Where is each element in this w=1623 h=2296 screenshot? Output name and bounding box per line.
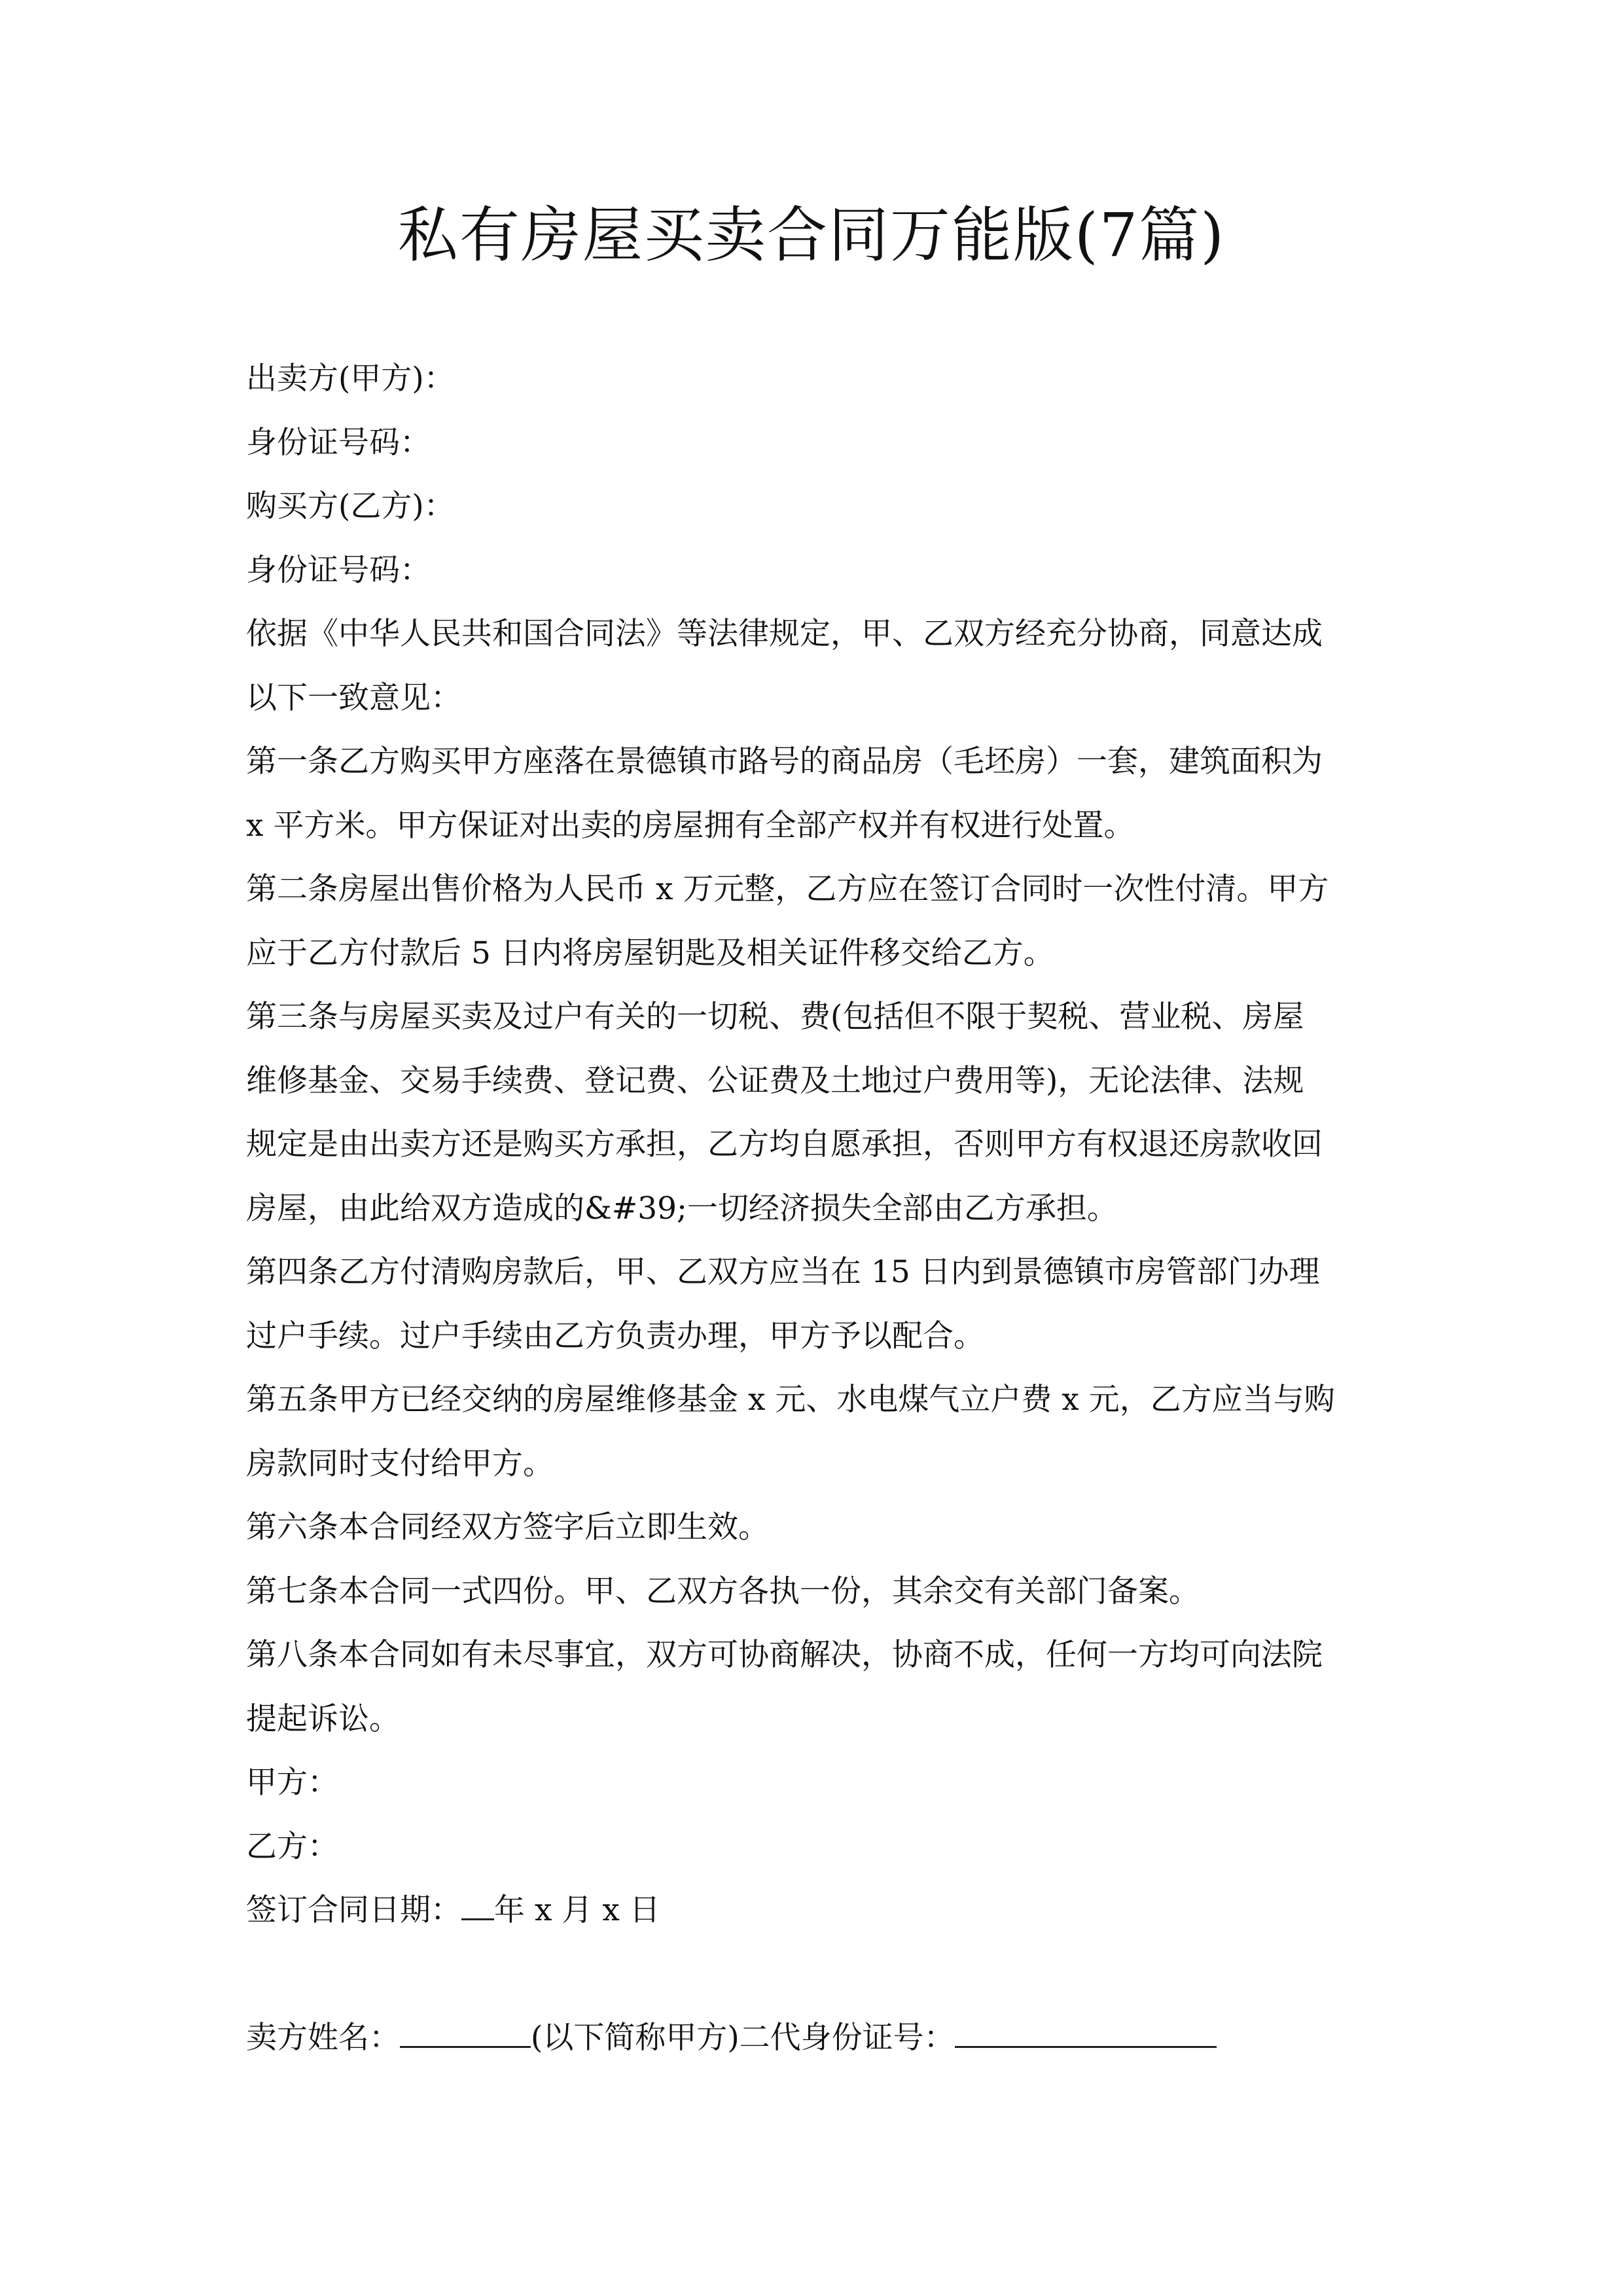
seller-id-label: (以下简称甲方)二代身份证号： (531, 2020, 955, 2056)
text-line: 第五条甲方已经交纳的房屋维修基金 x 元、水电煤气立户费 x 元，乙方应当与购 (246, 1382, 1335, 1418)
text-line: 第六条本合同经双方签字后立即生效。 (246, 1509, 769, 1545)
text-line: 维修基金、交易手续费、登记费、公证费及土地过户费用等)，无论法律、法规 (246, 1062, 1304, 1099)
seller-name-blank (400, 2020, 531, 2048)
party-a-signature: 甲方： (246, 1765, 338, 1801)
document-title: 私有房屋买卖合同万能版(7篇) (397, 200, 1226, 270)
sign-date-label: 签订合同日期： (246, 1892, 461, 1928)
text-line: 依据《中华人民共和国合同法》等法律规定，甲、乙双方经充分协商，同意达成 (246, 616, 1323, 652)
spacer (246, 1943, 1398, 2007)
text-line: 出卖方(甲方)： (246, 361, 455, 397)
text-line: 第七条本合同一式四份。甲、乙双方各执一份，其余交有关部门备案。 (246, 1573, 1200, 1609)
text-line: 身份证号码： (246, 424, 431, 461)
year-blank (461, 1892, 494, 1920)
text-line: 房屋，由此给双方造成的&#39;一切经济损失全部由乙方承担。 (246, 1190, 1118, 1227)
text-line: 房款同时支付给甲方。 (246, 1445, 554, 1482)
party-b-signature: 乙方： (246, 1828, 338, 1865)
document-body (246, 347, 1398, 2070)
text-line: 购买方(乙方)： (246, 488, 455, 524)
sign-date-line (246, 1878, 1398, 1943)
text-line: 第三条与房屋买卖及过户有关的一切税、费(包括但不限于契税、营业税、房屋 (246, 999, 1304, 1035)
sign-date-suffix: 年 x 月 x 日 (494, 1892, 660, 1928)
seller-name-label: 卖方姓名： (246, 2020, 400, 2056)
seller-id-blank (955, 2020, 1217, 2048)
text-line: 提起诉讼。 (246, 1700, 400, 1737)
text-line: x 平方米。甲方保证对出卖的房屋拥有全部产权并有权进行处置。 (246, 807, 1135, 844)
text-line: 第二条房屋出售价格为人民币 x 万元整，乙方应在签订合同时一次性付清。甲方 (246, 871, 1329, 907)
text-line: 规定是由出卖方还是购买方承担，乙方均自愿承担，否则甲方有权退还房款收回 (246, 1126, 1323, 1162)
text-line: 第八条本合同如有未尽事宜，双方可协商解决，协商不成，任何一方均可向法院 (246, 1637, 1323, 1673)
text-line: 身份证号码： (246, 552, 431, 588)
text-line: 第一条乙方购买甲方座落在景德镇市路号的商品房（毛坯房）一套，建筑面积为 (246, 744, 1323, 780)
text-line: 第四条乙方付清购房款后，甲、乙双方应当在 15 日内到景德镇市房管部门办理 (246, 1254, 1320, 1290)
text-line: 以下一致意见： (246, 679, 461, 716)
seller-info-line (246, 2006, 1398, 2070)
text-line: 应于乙方付款后 5 日内将房屋钥匙及相关证件移交给乙方。 (246, 935, 1054, 971)
text-line: 过户手续。过户手续由乙方负责办理，甲方予以配合。 (246, 1318, 984, 1354)
